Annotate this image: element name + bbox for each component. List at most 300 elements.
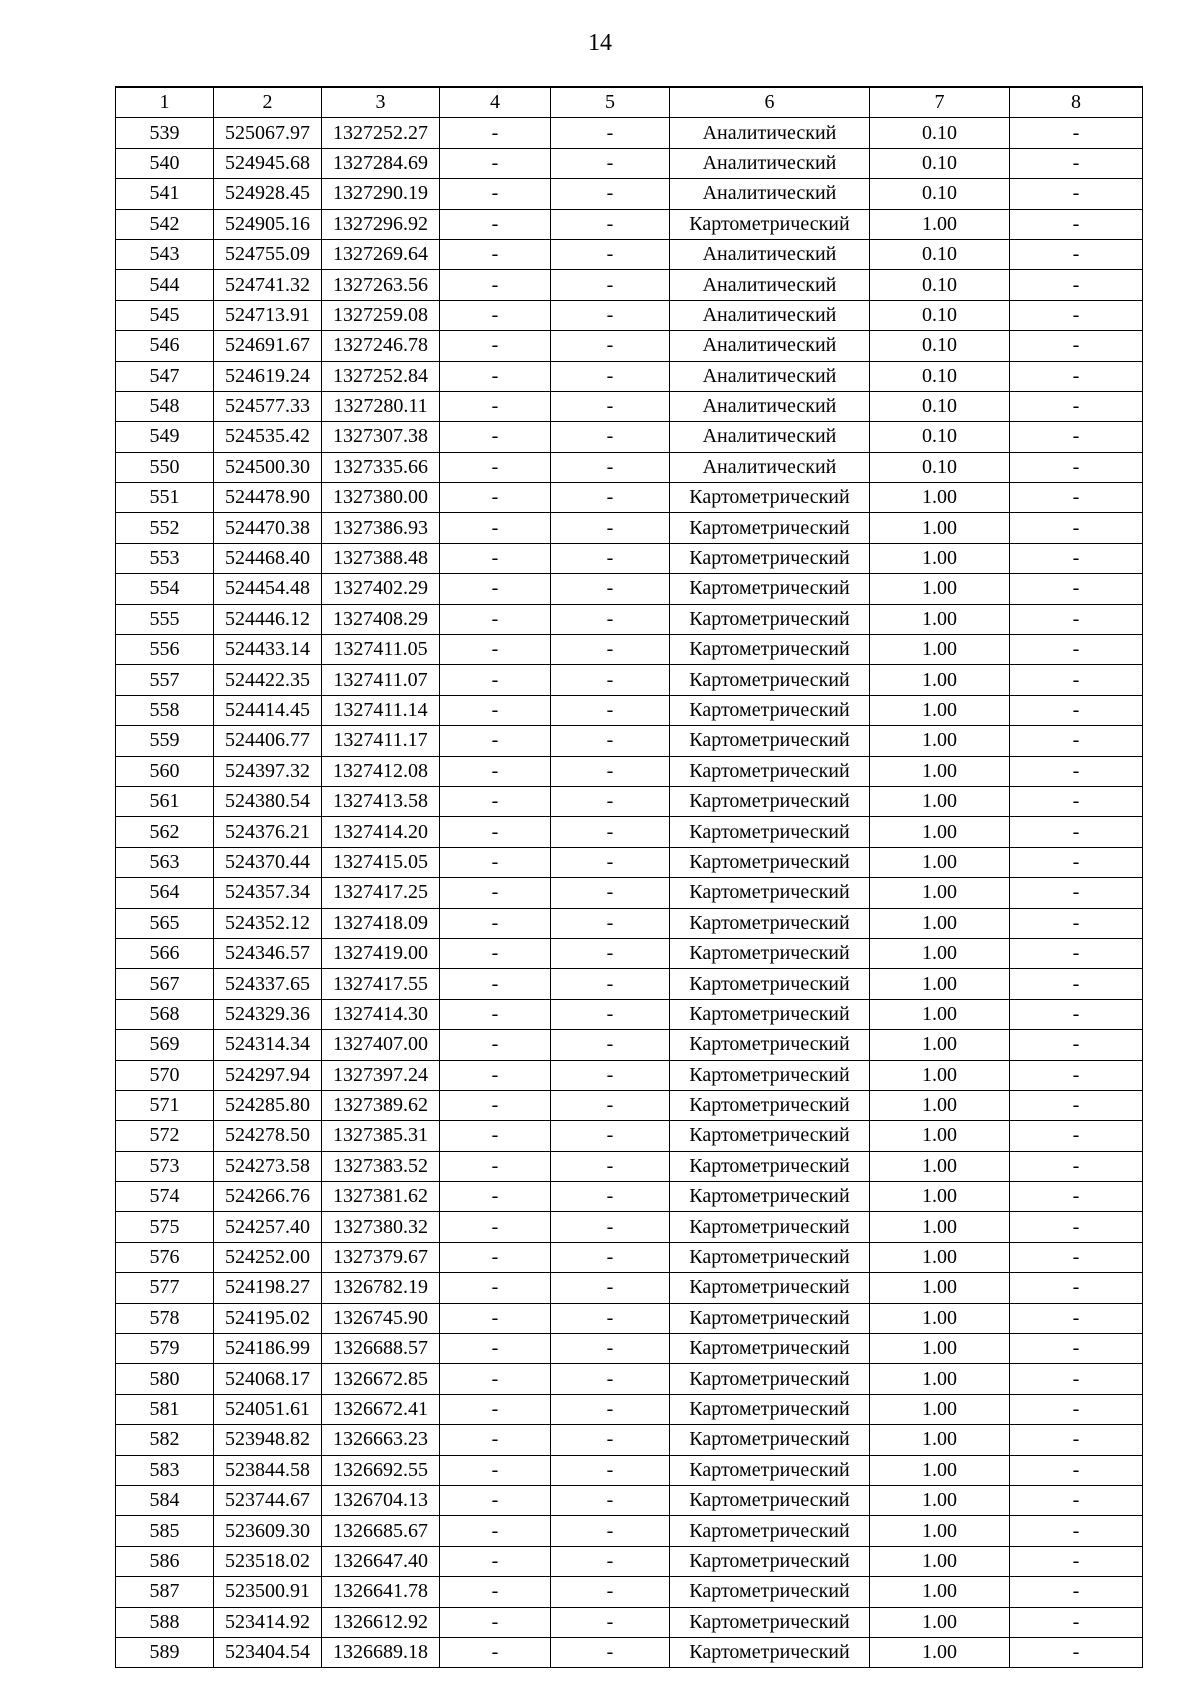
x-coordinate-cell: 523518.02 <box>214 1546 322 1576</box>
point-number-cell: 555 <box>116 604 214 634</box>
table-row <box>116 239 1143 269</box>
point-number-cell: 575 <box>116 1212 214 1242</box>
method-cell: Картометрический <box>670 817 870 847</box>
col8-cell: - <box>1010 1242 1143 1272</box>
table-row <box>116 1334 1143 1364</box>
point-number-cell: 576 <box>116 1242 214 1272</box>
method-cell: Картометрический <box>670 1516 870 1546</box>
precision-cell: 1.00 <box>870 574 1010 604</box>
table-row <box>116 1212 1143 1242</box>
y-coordinate-cell: 1327280.11 <box>322 391 440 421</box>
table-row <box>116 1607 1143 1637</box>
col5-cell: - <box>551 543 670 573</box>
table-row <box>116 270 1143 300</box>
col4-cell: - <box>440 938 551 968</box>
y-coordinate-cell: 1327417.55 <box>322 969 440 999</box>
col5-cell: - <box>551 1394 670 1424</box>
precision-cell: 1.00 <box>870 665 1010 695</box>
table-row <box>116 908 1143 938</box>
col8-cell: - <box>1010 513 1143 543</box>
col8-cell: - <box>1010 695 1143 725</box>
col8-cell: - <box>1010 756 1143 786</box>
col4-cell: - <box>440 452 551 482</box>
table-row <box>116 452 1143 482</box>
col5-cell: - <box>551 635 670 665</box>
x-coordinate-cell: 524380.54 <box>214 786 322 816</box>
col8-cell: - <box>1010 1060 1143 1090</box>
col4-cell: - <box>440 908 551 938</box>
point-number-cell: 548 <box>116 391 214 421</box>
col5-cell: - <box>551 179 670 209</box>
table-row <box>116 1030 1143 1060</box>
point-number-cell: 580 <box>116 1364 214 1394</box>
col4-cell: - <box>440 1212 551 1242</box>
x-coordinate-cell: 523404.54 <box>214 1637 322 1667</box>
col8-cell: - <box>1010 209 1143 239</box>
point-number-cell: 569 <box>116 1030 214 1060</box>
precision-cell: 1.00 <box>870 756 1010 786</box>
precision-cell: 1.00 <box>870 1303 1010 1333</box>
x-coordinate-cell: 524741.32 <box>214 270 322 300</box>
point-number-cell: 574 <box>116 1182 214 1212</box>
precision-cell: 0.10 <box>870 452 1010 482</box>
x-coordinate-cell: 524314.34 <box>214 1030 322 1060</box>
table-row <box>116 118 1143 148</box>
method-cell: Картометрический <box>670 1455 870 1485</box>
y-coordinate-cell: 1327389.62 <box>322 1090 440 1120</box>
y-coordinate-cell: 1327380.00 <box>322 483 440 513</box>
x-coordinate-cell: 524713.91 <box>214 300 322 330</box>
point-number-cell: 566 <box>116 938 214 968</box>
col5-cell: - <box>551 878 670 908</box>
y-coordinate-cell: 1327252.27 <box>322 118 440 148</box>
col4-cell: - <box>440 969 551 999</box>
method-cell: Картометрический <box>670 756 870 786</box>
x-coordinate-cell: 523844.58 <box>214 1455 322 1485</box>
col4-cell: - <box>440 1455 551 1485</box>
col8-cell: - <box>1010 1030 1143 1060</box>
method-cell: Картометрический <box>670 483 870 513</box>
x-coordinate-cell: 524297.94 <box>214 1060 322 1090</box>
x-coordinate-cell: 524535.42 <box>214 422 322 452</box>
precision-cell: 0.10 <box>870 422 1010 452</box>
table-row <box>116 422 1143 452</box>
table-row <box>116 1394 1143 1424</box>
x-coordinate-cell: 524051.61 <box>214 1394 322 1424</box>
table-row <box>116 604 1143 634</box>
table-row <box>116 391 1143 421</box>
precision-cell: 1.00 <box>870 1334 1010 1364</box>
col8-cell: - <box>1010 1546 1143 1576</box>
precision-cell: 0.10 <box>870 179 1010 209</box>
y-coordinate-cell: 1327411.05 <box>322 635 440 665</box>
point-number-cell: 546 <box>116 331 214 361</box>
point-number-cell: 567 <box>116 969 214 999</box>
x-coordinate-cell: 524273.58 <box>214 1151 322 1181</box>
precision-cell: 1.00 <box>870 483 1010 513</box>
method-cell: Картометрический <box>670 938 870 968</box>
table-row <box>116 1516 1143 1546</box>
col4-cell: - <box>440 665 551 695</box>
col4-cell: - <box>440 817 551 847</box>
x-coordinate-cell: 524370.44 <box>214 847 322 877</box>
y-coordinate-cell: 1326689.18 <box>322 1637 440 1667</box>
x-coordinate-cell: 524433.14 <box>214 635 322 665</box>
y-coordinate-cell: 1326688.57 <box>322 1334 440 1364</box>
col4-cell: - <box>440 1394 551 1424</box>
col8-cell: - <box>1010 300 1143 330</box>
y-coordinate-cell: 1326672.41 <box>322 1394 440 1424</box>
point-number-cell: 571 <box>116 1090 214 1120</box>
point-number-cell: 544 <box>116 270 214 300</box>
method-cell: Аналитический <box>670 361 870 391</box>
col5-cell: - <box>551 817 670 847</box>
y-coordinate-cell: 1327402.29 <box>322 574 440 604</box>
col4-cell: - <box>440 1242 551 1272</box>
table-row <box>116 1090 1143 1120</box>
col8-cell: - <box>1010 1334 1143 1364</box>
table-row <box>116 1425 1143 1455</box>
col4-cell: - <box>440 270 551 300</box>
col8-cell: - <box>1010 1303 1143 1333</box>
method-cell: Картометрический <box>670 1394 870 1424</box>
x-coordinate-cell: 524905.16 <box>214 209 322 239</box>
point-number-cell: 552 <box>116 513 214 543</box>
col4-cell: - <box>440 1607 551 1637</box>
col4-cell: - <box>440 1303 551 1333</box>
point-number-cell: 582 <box>116 1425 214 1455</box>
point-number-cell: 588 <box>116 1607 214 1637</box>
x-coordinate-cell: 524928.45 <box>214 179 322 209</box>
x-coordinate-cell: 524376.21 <box>214 817 322 847</box>
precision-cell: 1.00 <box>870 513 1010 543</box>
point-number-cell: 573 <box>116 1151 214 1181</box>
x-coordinate-cell: 524470.38 <box>214 513 322 543</box>
col5-cell: - <box>551 574 670 604</box>
point-number-cell: 554 <box>116 574 214 604</box>
precision-cell: 1.00 <box>870 1394 1010 1424</box>
table-row <box>116 1577 1143 1607</box>
point-number-cell: 559 <box>116 726 214 756</box>
col8-cell: - <box>1010 118 1143 148</box>
col5-cell: - <box>551 1060 670 1090</box>
table-row <box>116 483 1143 513</box>
table-row <box>116 1546 1143 1576</box>
col8-cell: - <box>1010 1425 1143 1455</box>
col5-cell: - <box>551 148 670 178</box>
precision-cell: 1.00 <box>870 1060 1010 1090</box>
y-coordinate-cell: 1327246.78 <box>322 331 440 361</box>
method-cell: Картометрический <box>670 574 870 604</box>
column-header: 2 <box>214 87 322 118</box>
col8-cell: - <box>1010 604 1143 634</box>
x-coordinate-cell: 524357.34 <box>214 878 322 908</box>
table-row <box>116 1637 1143 1667</box>
table-row <box>116 331 1143 361</box>
y-coordinate-cell: 1327379.67 <box>322 1242 440 1272</box>
col5-cell: - <box>551 209 670 239</box>
y-coordinate-cell: 1327408.29 <box>322 604 440 634</box>
method-cell: Картометрический <box>670 1121 870 1151</box>
col5-cell: - <box>551 938 670 968</box>
col4-cell: - <box>440 756 551 786</box>
method-cell: Картометрический <box>670 1637 870 1667</box>
x-coordinate-cell: 524422.35 <box>214 665 322 695</box>
point-number-cell: 542 <box>116 209 214 239</box>
x-coordinate-cell: 524755.09 <box>214 239 322 269</box>
y-coordinate-cell: 1327380.32 <box>322 1212 440 1242</box>
point-number-cell: 577 <box>116 1273 214 1303</box>
col4-cell: - <box>440 847 551 877</box>
col4-cell: - <box>440 331 551 361</box>
col4-cell: - <box>440 604 551 634</box>
col4-cell: - <box>440 1121 551 1151</box>
col8-cell: - <box>1010 665 1143 695</box>
x-coordinate-cell: 524257.40 <box>214 1212 322 1242</box>
point-number-cell: 583 <box>116 1455 214 1485</box>
method-cell: Картометрический <box>670 999 870 1029</box>
method-cell: Аналитический <box>670 148 870 178</box>
point-number-cell: 541 <box>116 179 214 209</box>
table-row <box>116 969 1143 999</box>
col5-cell: - <box>551 422 670 452</box>
point-number-cell: 547 <box>116 361 214 391</box>
col5-cell: - <box>551 1030 670 1060</box>
method-cell: Аналитический <box>670 270 870 300</box>
col5-cell: - <box>551 483 670 513</box>
column-header: 4 <box>440 87 551 118</box>
col4-cell: - <box>440 726 551 756</box>
col4-cell: - <box>440 1637 551 1667</box>
y-coordinate-cell: 1327417.25 <box>322 878 440 908</box>
y-coordinate-cell: 1327296.92 <box>322 209 440 239</box>
col5-cell: - <box>551 270 670 300</box>
table-row <box>116 999 1143 1029</box>
y-coordinate-cell: 1326647.40 <box>322 1546 440 1576</box>
table-row <box>116 179 1143 209</box>
point-number-cell: 539 <box>116 118 214 148</box>
point-number-cell: 572 <box>116 1121 214 1151</box>
col5-cell: - <box>551 1455 670 1485</box>
method-cell: Картометрический <box>670 604 870 634</box>
col8-cell: - <box>1010 452 1143 482</box>
y-coordinate-cell: 1326672.85 <box>322 1364 440 1394</box>
col4-cell: - <box>440 148 551 178</box>
x-coordinate-cell: 524346.57 <box>214 938 322 968</box>
method-cell: Картометрический <box>670 1030 870 1060</box>
table-row <box>116 543 1143 573</box>
col5-cell: - <box>551 908 670 938</box>
y-coordinate-cell: 1327388.48 <box>322 543 440 573</box>
col4-cell: - <box>440 1425 551 1455</box>
method-cell: Картометрический <box>670 1090 870 1120</box>
x-coordinate-cell: 524478.90 <box>214 483 322 513</box>
x-coordinate-cell: 524252.00 <box>214 1242 322 1272</box>
method-cell: Аналитический <box>670 422 870 452</box>
point-number-cell: 586 <box>116 1546 214 1576</box>
coordinates-table <box>115 86 1143 1668</box>
precision-cell: 1.00 <box>870 938 1010 968</box>
y-coordinate-cell: 1327284.69 <box>322 148 440 178</box>
method-cell: Картометрический <box>670 847 870 877</box>
x-coordinate-cell: 524945.68 <box>214 148 322 178</box>
col8-cell: - <box>1010 239 1143 269</box>
col5-cell: - <box>551 452 670 482</box>
column-header: 7 <box>870 87 1010 118</box>
y-coordinate-cell: 1327415.05 <box>322 847 440 877</box>
y-coordinate-cell: 1327411.14 <box>322 695 440 725</box>
col5-cell: - <box>551 969 670 999</box>
precision-cell: 1.00 <box>870 1516 1010 1546</box>
col5-cell: - <box>551 118 670 148</box>
table-row <box>116 1364 1143 1394</box>
col5-cell: - <box>551 665 670 695</box>
x-coordinate-cell: 524397.32 <box>214 756 322 786</box>
x-coordinate-cell: 524454.48 <box>214 574 322 604</box>
table-row <box>116 513 1143 543</box>
method-cell: Картометрический <box>670 908 870 938</box>
precision-cell: 1.00 <box>870 1030 1010 1060</box>
col4-cell: - <box>440 1546 551 1576</box>
col5-cell: - <box>551 1242 670 1272</box>
precision-cell: 1.00 <box>870 817 1010 847</box>
precision-cell: 1.00 <box>870 786 1010 816</box>
col5-cell: - <box>551 1425 670 1455</box>
column-header: 1 <box>116 87 214 118</box>
method-cell: Картометрический <box>670 513 870 543</box>
col8-cell: - <box>1010 878 1143 908</box>
table-header-row <box>116 87 1143 118</box>
method-cell: Аналитический <box>670 179 870 209</box>
col5-cell: - <box>551 331 670 361</box>
col4-cell: - <box>440 1516 551 1546</box>
point-number-cell: 549 <box>116 422 214 452</box>
col4-cell: - <box>440 422 551 452</box>
col4-cell: - <box>440 1182 551 1212</box>
col8-cell: - <box>1010 361 1143 391</box>
col8-cell: - <box>1010 1273 1143 1303</box>
point-number-cell: 581 <box>116 1394 214 1424</box>
col4-cell: - <box>440 391 551 421</box>
table-row <box>116 938 1143 968</box>
precision-cell: 0.10 <box>870 361 1010 391</box>
table-row <box>116 817 1143 847</box>
table-row <box>116 665 1143 695</box>
x-coordinate-cell: 524619.24 <box>214 361 322 391</box>
x-coordinate-cell: 524195.02 <box>214 1303 322 1333</box>
point-number-cell: 578 <box>116 1303 214 1333</box>
precision-cell: 1.00 <box>870 1364 1010 1394</box>
col5-cell: - <box>551 1090 670 1120</box>
col5-cell: - <box>551 1546 670 1576</box>
col8-cell: - <box>1010 1577 1143 1607</box>
col4-cell: - <box>440 1364 551 1394</box>
y-coordinate-cell: 1327411.07 <box>322 665 440 695</box>
col4-cell: - <box>440 1090 551 1120</box>
x-coordinate-cell: 524266.76 <box>214 1182 322 1212</box>
precision-cell: 1.00 <box>870 1121 1010 1151</box>
x-coordinate-cell: 524285.80 <box>214 1090 322 1120</box>
table-row <box>116 695 1143 725</box>
col5-cell: - <box>551 1577 670 1607</box>
method-cell: Картометрический <box>670 1334 870 1364</box>
y-coordinate-cell: 1327259.08 <box>322 300 440 330</box>
y-coordinate-cell: 1327419.00 <box>322 938 440 968</box>
col8-cell: - <box>1010 786 1143 816</box>
col5-cell: - <box>551 1273 670 1303</box>
method-cell: Аналитический <box>670 118 870 148</box>
table-row <box>116 847 1143 877</box>
col8-cell: - <box>1010 483 1143 513</box>
precision-cell: 0.10 <box>870 148 1010 178</box>
col8-cell: - <box>1010 331 1143 361</box>
method-cell: Картометрический <box>670 635 870 665</box>
y-coordinate-cell: 1327412.08 <box>322 756 440 786</box>
point-number-cell: 564 <box>116 878 214 908</box>
col4-cell: - <box>440 1060 551 1090</box>
y-coordinate-cell: 1327418.09 <box>322 908 440 938</box>
col8-cell: - <box>1010 847 1143 877</box>
precision-cell: 1.00 <box>870 543 1010 573</box>
col4-cell: - <box>440 179 551 209</box>
precision-cell: 1.00 <box>870 209 1010 239</box>
col4-cell: - <box>440 1334 551 1364</box>
col5-cell: - <box>551 300 670 330</box>
method-cell: Картометрический <box>670 1303 870 1333</box>
y-coordinate-cell: 1327407.00 <box>322 1030 440 1060</box>
col8-cell: - <box>1010 422 1143 452</box>
col4-cell: - <box>440 574 551 604</box>
column-header: 6 <box>670 87 870 118</box>
col8-cell: - <box>1010 635 1143 665</box>
col8-cell: - <box>1010 938 1143 968</box>
precision-cell: 1.00 <box>870 969 1010 999</box>
column-header: 3 <box>322 87 440 118</box>
col8-cell: - <box>1010 1182 1143 1212</box>
point-number-cell: 584 <box>116 1485 214 1515</box>
x-coordinate-cell: 524352.12 <box>214 908 322 938</box>
precision-cell: 1.00 <box>870 635 1010 665</box>
x-coordinate-cell: 524500.30 <box>214 452 322 482</box>
method-cell: Картометрический <box>670 695 870 725</box>
point-number-cell: 550 <box>116 452 214 482</box>
table-row <box>116 1121 1143 1151</box>
precision-cell: 1.00 <box>870 1090 1010 1120</box>
col4-cell: - <box>440 1030 551 1060</box>
col8-cell: - <box>1010 1364 1143 1394</box>
method-cell: Аналитический <box>670 239 870 269</box>
col5-cell: - <box>551 847 670 877</box>
table-row <box>116 878 1143 908</box>
y-coordinate-cell: 1326641.78 <box>322 1577 440 1607</box>
col5-cell: - <box>551 1334 670 1364</box>
point-number-cell: 545 <box>116 300 214 330</box>
y-coordinate-cell: 1327263.56 <box>322 270 440 300</box>
precision-cell: 0.10 <box>870 331 1010 361</box>
y-coordinate-cell: 1327414.20 <box>322 817 440 847</box>
col8-cell: - <box>1010 1485 1143 1515</box>
col5-cell: - <box>551 1182 670 1212</box>
x-coordinate-cell: 524337.65 <box>214 969 322 999</box>
col8-cell: - <box>1010 817 1143 847</box>
col4-cell: - <box>440 635 551 665</box>
y-coordinate-cell: 1327397.24 <box>322 1060 440 1090</box>
method-cell: Картометрический <box>670 1182 870 1212</box>
precision-cell: 1.00 <box>870 1455 1010 1485</box>
table-row <box>116 1455 1143 1485</box>
precision-cell: 1.00 <box>870 604 1010 634</box>
method-cell: Картометрический <box>670 1151 870 1181</box>
